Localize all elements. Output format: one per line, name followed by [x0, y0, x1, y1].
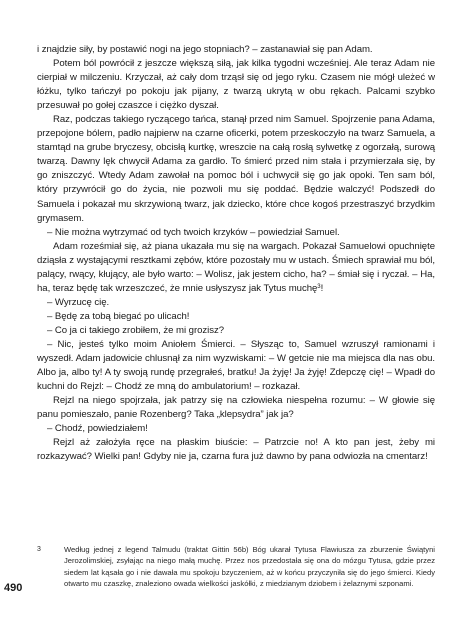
paragraph-text: Adam roześmiał się, aż piana ukazała mu się na wargach. Pokazał Samuelowi opuchnięte dziąsła z wystającymi resztkami zębów, które pozostały mu w ustach. Śmiech sprawiał mu ból, palący, rwący, kłujący, ale było warto: – Wolisz, jak jestem cicho, ha? – śmiał się i ryczał. – Ha, ha, teraz będę tak wrzeszczeć, że mnie usłyszysz jak Tytus muchę — [37, 240, 435, 294]
page-number: 490 — [4, 582, 23, 594]
paragraph: Rejzl aż założyła ręce na płaskim biuście: – Patrzcie no! A kto pan jest, żeby mi rozkazywać? Wielki pan! Gdyby nie ja, czarna fura już dawno by pana odwiozła na cmentarz! — [37, 437, 435, 463]
footnote-text: Według jednej z legend Talmudu (traktat Gittin 56b) Bóg ukarał Tytusa Flawiusza za zburzenie Świątyni Jerozolimskiej, zsyłając na niego małą muchę. Przez nos przedostała się ona do mózgu Tytusa, gdzie przez siedem lat kąsała go i nie dawała mu spokoju bzyczeniem, aż w końcu przyczyniła się do jego śmierci. Kiedy otwarto mu czaszkę, znaleziono owada wielkości jaskółki, z miedzianym dziobem i żelaznymi szponami. — [64, 545, 435, 588]
paragraph: Rejzl na niego spojrzała, jak patrzy się na człowieka niespełna rozumu: – W głowie się panu pomieszało, panie Rozenberg? Taka „klepsydra” jak ja? — [37, 395, 435, 421]
dialogue-line: – Wyrzucę cię. — [47, 296, 110, 308]
paragraph: i znajdzie siły, by postawić nogi na jego stopniach? – zastanawiał się pan Adam. — [37, 44, 373, 55]
footnote-marker: 3 — [37, 546, 41, 553]
dialogue-line: – Chodź, powiedziałem! — [47, 423, 148, 435]
body-text — [37, 43, 435, 464]
footnote — [37, 544, 435, 589]
dialogue-line: – Nic, jesteś tylko moim Aniołem Śmierci. – Słysząc to, Samuel wzruszył ramionami i wyszedł. Adam jadowicie chlusnął za nim wyzwiskami: – W getcie nie ma miejsca dla nas obu. Albo ja, albo ty! A ty swoją rundę przegrałeś, bratku! Ja żyję! Ja żyję! Zdepczę cię! – Wpadł do kuchni do Rejzl: – Chodź ze mną do ambulatorium! – rozkazał. — [37, 338, 435, 393]
paragraph: Raz, podczas takiego ryczącego tańca, stanął przed nim Samuel. Spojrzenie pana Adama, przepojone bólem, padło najpierw na czarne oficerki, potem przeskoczyło na twarz Samuela, a stamtąd na grube bryczesy, obcisłą kurtkę, wreszcie na całą rosłą sylwetkę z ogorzałą, surową twarzą. Dawny lęk chwycił Adama za gardło. To śmierć przed nim stała i przymierzała się, by go zniszczyć. Wtedy Adam zawołał na pomoc ból i uchwycił się go jak opoki. Ten sam ból, który przywrócił go do życia, nie pozwoli mu się poddać. Będzie walczyć! Podszedł do Samuela i pokazał mu skrzywioną twarz, jak dziecko, które chce kogoś przestraszyć brzydkim grymasem. — [37, 114, 435, 224]
dialogue-line: – Nie można wytrzymać od tych twoich krzyków – powiedział Samuel. — [47, 226, 340, 238]
paragraph: Potem ból powrócił z jeszcze większą siłą, jak kilka tygodni wcześniej. Ale teraz Adam nie cierpiał w milczeniu. Krzyczał, aż cały dom trząsł się od jego ryku. Czasem nie mógł uleżeć w łóżku, tylko tańczył po pokoju jak pijany, z twarzą ukrytą w obu rękach. Palcami szybko przesuwał po gołej czaszce i ciężko dyszał. — [37, 58, 435, 112]
dialogue-line: – Będę za tobą biegać po ulicach! — [47, 310, 190, 322]
dialogue-line: – Co ja ci takiego zrobiłem, że mi grozisz? — [47, 324, 225, 336]
exclamation: ! — [320, 282, 324, 294]
paragraph — [37, 240, 435, 296]
footnote-reference[interactable]: 3 — [317, 283, 321, 290]
